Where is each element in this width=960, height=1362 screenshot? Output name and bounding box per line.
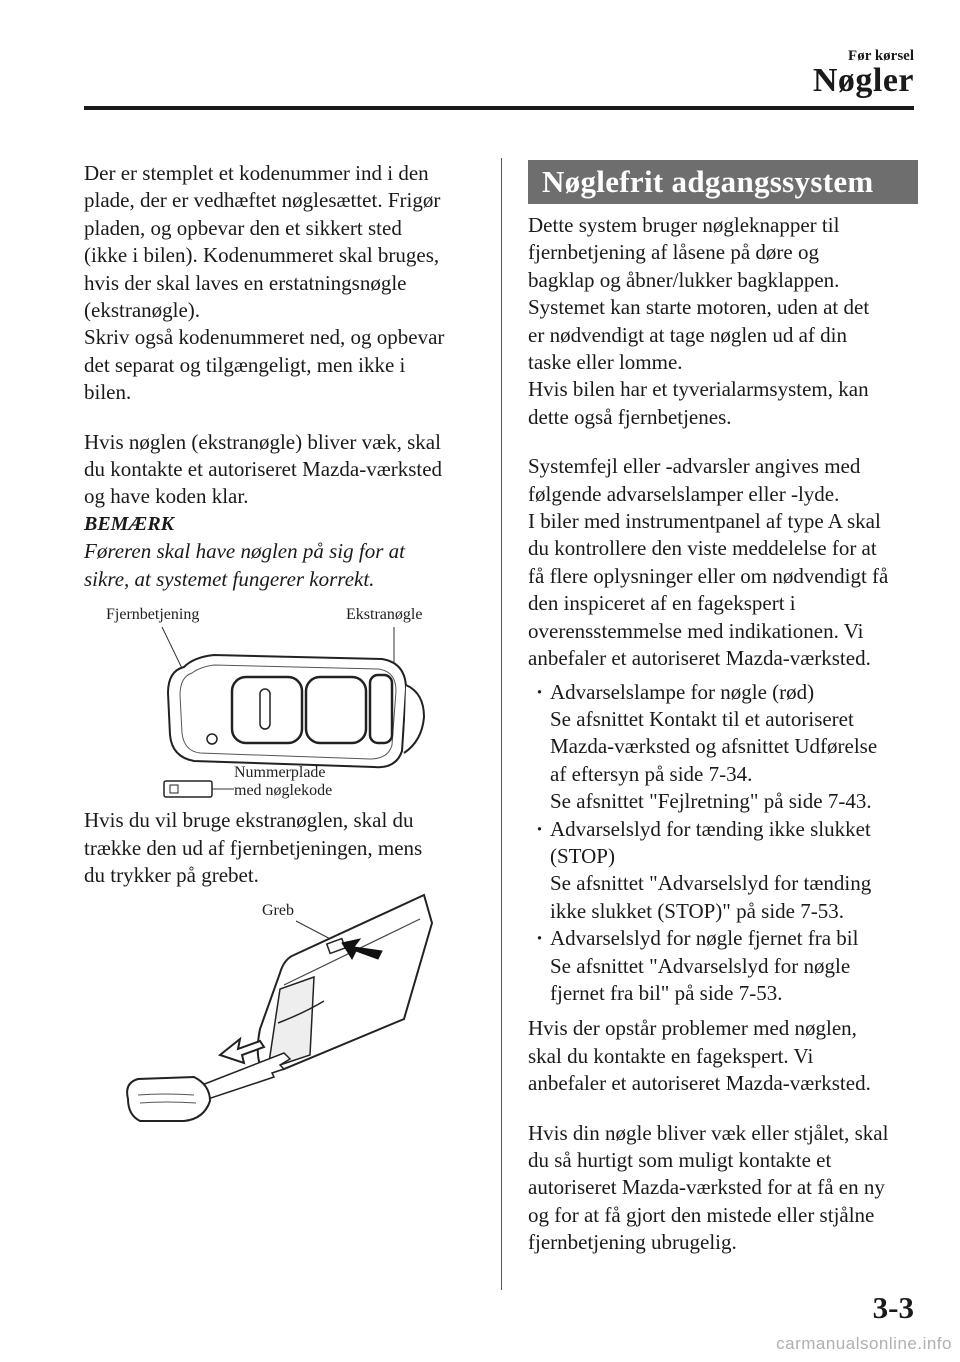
note-title: BEMÆRK (84, 512, 175, 535)
label-plate-2: med nøglekode (234, 782, 333, 800)
label-remote: Fjernbetjening (106, 606, 200, 624)
label-plate-1: Nummerplade (234, 764, 326, 782)
footer-watermark: carmanualsonline.info (776, 1334, 952, 1353)
paragraph-system-intro: Dette system bruger nøgleknapper til fjernbetjening af låsene på døre og bagklap og åbner/lukker bagklappen. Systemet kan starte motoren, uden at det er nødvendigt at tage nøglen ud af din taske eller lomme. Hvis bilen har et tyverialarmsystem, kan dette også fjernbetjenes. (528, 213, 870, 429)
aux-key-head (127, 1077, 210, 1121)
page-title: Nøgler (812, 62, 914, 99)
paragraph-lost-key: Hvis nøglen (ekstranøgle) bliver væk, skal du kontakte et autoriseret Mazda-værksted og have koden klar. (84, 429, 443, 509)
fob-button-unlock (306, 677, 366, 743)
aux-key-tip (404, 685, 424, 753)
chapter-label: Før kørsel (848, 48, 914, 64)
key-fob-figure (84, 593, 484, 803)
page-number: 3-3 (872, 1290, 914, 1325)
fob-indicator (207, 734, 217, 744)
paragraph-stolen-key: Hvis din nøgle bliver væk eller stjålet, skal du så hurtigt som muligt kontakte et autoriseret Mazda-værksted for at få en ny og for at få gjort den mistede eller stjålne fjernbetjening ubrugelig. (528, 1120, 889, 1255)
list-item: · Advarselslampe for nøgle (rød) Se afsnittet Kontakt til et autoriseret Mazda-værksted og afsnittet Udførelse af eftersyn på side 7-34. Se afsnittet "Fejlretning" på side 7-43. (528, 679, 918, 816)
aux-key-removal-figure (84, 889, 484, 1129)
left-column (84, 160, 484, 1129)
label-aux-key: Ekstranøgle (346, 606, 423, 624)
list-item: · Advarselslyd for tænding ikke slukket (STOP) Se afsnittet "Advarselslyd for tænding ikke slukket (STOP)" på side 7-53. (528, 816, 918, 926)
paragraph-problems: Hvis der opstår problemer med nøglen, skal du kontakte en fagekspert. Vi anbefaler et autoriseret Mazda-værksted. (528, 1016, 871, 1096)
header-rule (84, 106, 914, 110)
paragraph-use-aux-key: Hvis du vil bruge ekstranøglen, skal du trække den ud af fjernbetjeningen, mens du trykker på grebet. (84, 808, 423, 887)
fob-button-trunk (370, 675, 392, 743)
label-grip: Greb (262, 902, 294, 920)
fob-button-slot (260, 689, 270, 729)
number-plate-hole (170, 785, 178, 793)
paragraph-warnings: Systemfejl eller -advarsler angives med følgende advarselslamper eller -lyde. I biler med instrumentpanel af type A skal du kontrollere den viste meddelelse for at få flere oplysninger eller om nødvendigt få den inspiceret af en fagekspert i overensstemmelse med indikationen. Vi anbefaler et autoriseret Mazda-værksted. (528, 454, 889, 671)
list-item: · Advarselslyd for nøgle fjernet fra bil Se afsnittet "Advarselslyd for nøgle fjernet fra bil" på side 7-53. (528, 925, 918, 1007)
right-column (528, 160, 918, 1257)
column-divider (501, 158, 502, 1290)
section-title: Nøglefrit adgangssystem (528, 160, 918, 204)
warning-list (528, 679, 918, 1008)
note-text: Føreren skal have nøglen på sig for at sikre, at systemet fungerer korrekt. (84, 539, 405, 591)
aux-key-blade (202, 1053, 290, 1099)
paragraph-code-plate: Der er stemplet et kodenummer ind i den plade, der er vedhæftet nøglesættet. Frigør pladen, og opbevar den et sikkert sted (ikke i bilen). Kodenummeret skal bruges, hvis der skal laves en erstatningsnøgle (ekstranøgle). Skriv også kodenummeret ned, og opbevar det separat og tilgængeligt, men ikke i bilen. (84, 161, 445, 405)
